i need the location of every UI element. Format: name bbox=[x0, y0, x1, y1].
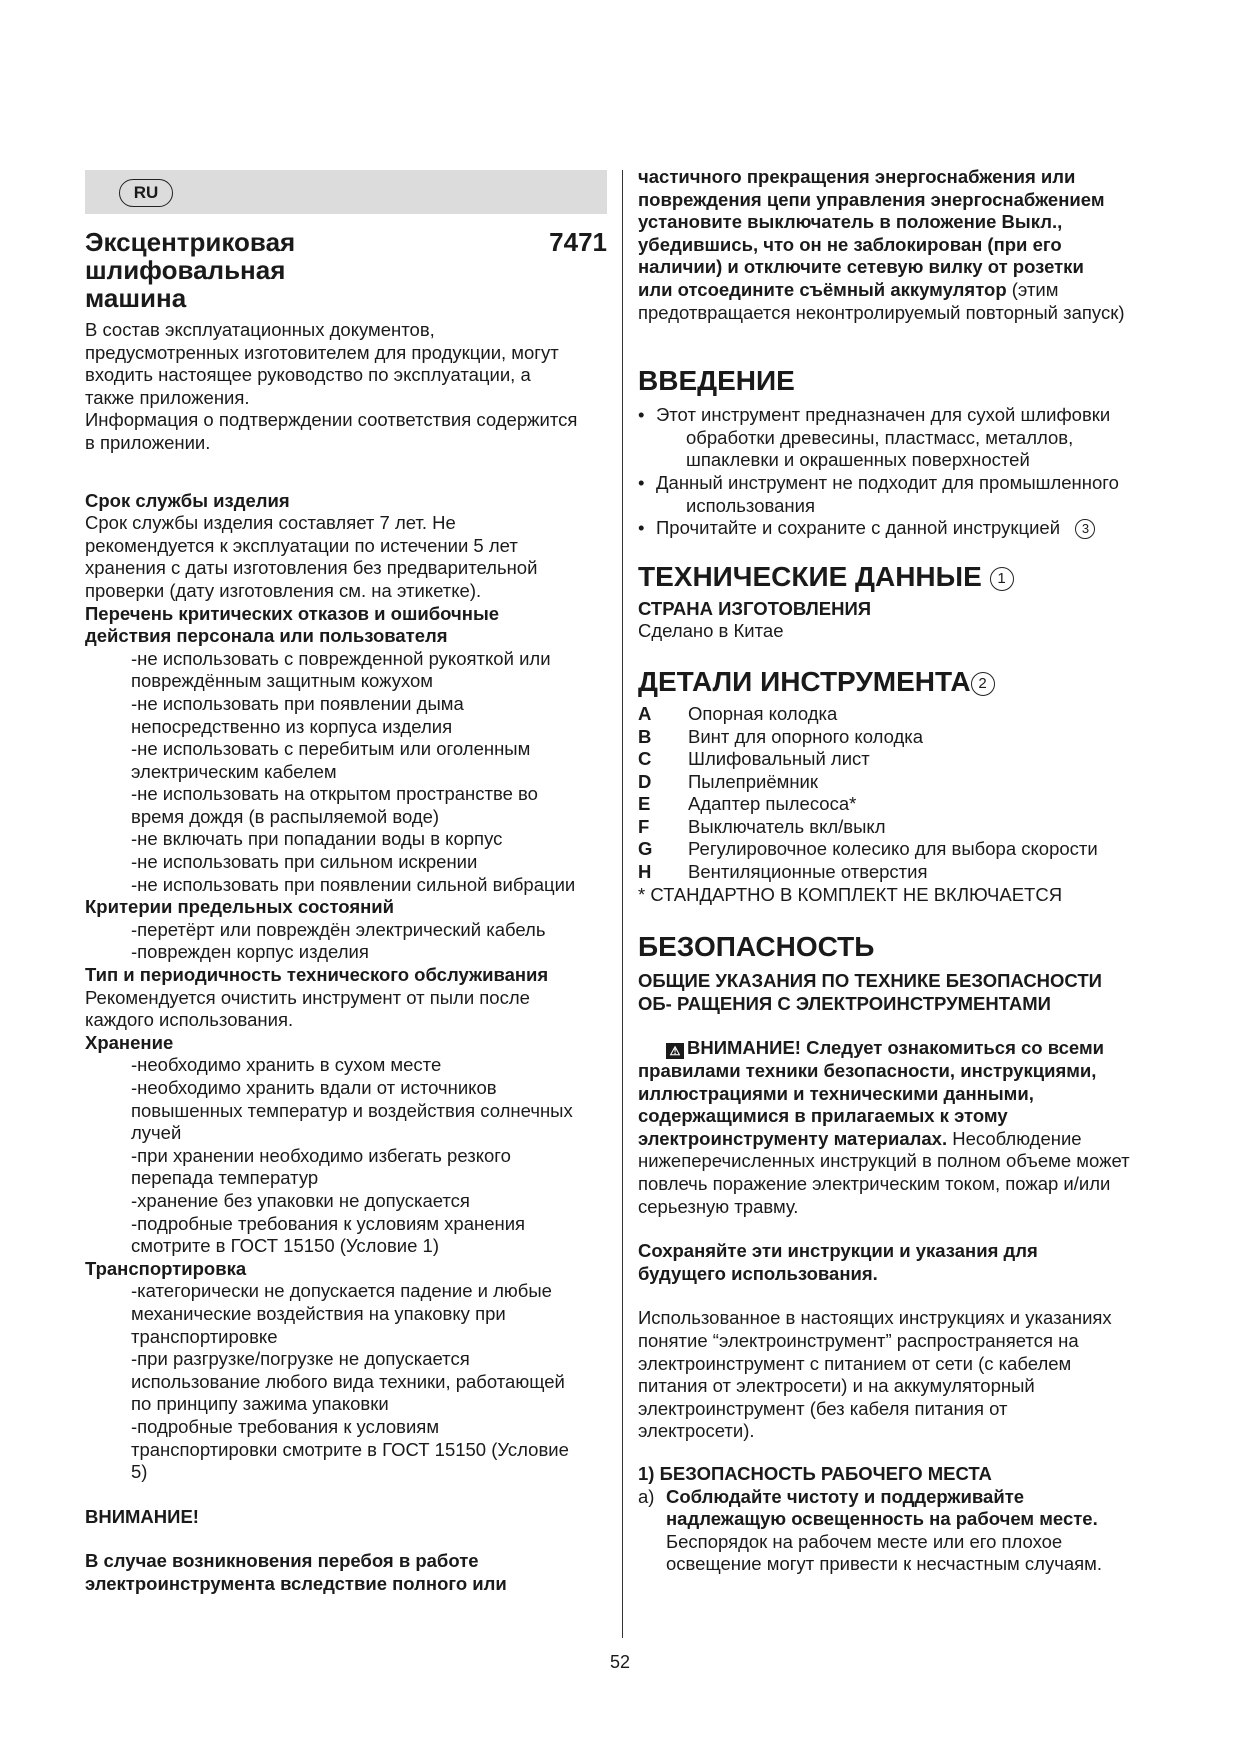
text-line: иллюстрациями и техническими данными, bbox=[638, 1082, 1034, 1104]
list-item: -перетёрт или повреждён электрический кабель bbox=[131, 918, 546, 940]
page-title bbox=[85, 228, 607, 312]
attention-text: электроинструмента вследствие полного или bbox=[85, 1572, 507, 1594]
list-item: -при разгрузке/погрузке не допускается bbox=[131, 1348, 470, 1370]
text-line: рекомендуется к эксплуатации по истечении 5 лет bbox=[85, 534, 518, 556]
list-item: -не использовать с поврежденной рукояткой или bbox=[131, 647, 551, 669]
text-line: входить настоящее руководство по эксплуатации, а bbox=[85, 364, 531, 386]
work-safety-heading: 1) БЕЗОПАСНОСТЬ РАБОЧЕГО МЕСТА bbox=[638, 1462, 992, 1484]
text-line: Срок службы изделия составляет 7 лет. Не bbox=[85, 512, 456, 534]
list-item: • Данный инструмент не подходит для промышленного использования bbox=[638, 472, 1178, 517]
warning-icon: ⚠ bbox=[666, 1043, 684, 1059]
list-item: -не использовать при сильном искрении bbox=[131, 851, 478, 873]
parts-row: C Шлифовальный лист bbox=[638, 748, 870, 770]
column-divider bbox=[622, 170, 623, 1638]
list-item: -подробные требования к условиям bbox=[131, 1415, 440, 1437]
list-item: -хранение без упаковки не допускается bbox=[131, 1189, 470, 1211]
intro-heading: ВВЕДЕНИЕ bbox=[638, 365, 795, 397]
list-item: повреждённым защитным кожухом bbox=[131, 670, 433, 692]
text-line: Информация о подтверждении соответствия содержится bbox=[85, 409, 578, 431]
text-line: хранения с даты изготовления без предварительной bbox=[85, 557, 538, 579]
tech-heading: ТЕХНИЧЕСКИЕ ДАННЫЕ bbox=[638, 560, 982, 592]
right-column bbox=[638, 166, 1178, 1576]
text-line: убедившись, что он не заблокирован (при его bbox=[638, 233, 1062, 255]
model-number: 7471 bbox=[549, 227, 607, 257]
parts-row: H Вентиляционные отверстия bbox=[638, 861, 928, 883]
list-item: -необходимо хранить вдали от источников bbox=[131, 1077, 497, 1098]
country-text: Сделано в Китае bbox=[638, 620, 784, 642]
text-line: Рекомендуется очистить инструмент от пыли после bbox=[85, 986, 530, 1008]
list-item: непосредственно из корпуса изделия bbox=[131, 715, 453, 737]
text-line: предотвращается неконтролируемый повторный запуск) bbox=[638, 301, 1125, 323]
list-item: по принципу зажима упаковки bbox=[131, 1393, 389, 1415]
left-column bbox=[85, 319, 615, 1595]
language-badge: RU bbox=[119, 179, 173, 207]
parts-row: D Пылеприёмник bbox=[638, 770, 818, 792]
warning-paragraph: ⚠ ВНИМАНИЕ! Следует ознакомиться со всеми правилами техники безопасности, инструкциями, иллюстрациями и техническими данными, содержащимися в прилагаемых к этому электроинструменту материалах. Несоблюдение нижеперечисленных инструкций в полном объеме может повлечь поражение электрическим током, пожар и/или серьезную травму. bbox=[638, 1037, 1178, 1218]
limits-list bbox=[85, 919, 615, 964]
text-line: правилами техники безопасности, инструкциями, bbox=[638, 1060, 1097, 1082]
continued-warning bbox=[638, 166, 1178, 324]
list-item: транспортировки смотрите в ГОСТ 15150 (Условие bbox=[131, 1438, 569, 1460]
safety-subheading: ОБ- РАЩЕНИЯ С ЭЛЕКТРОИНСТРУМЕНТАМИ bbox=[638, 992, 1051, 1014]
text-line: в приложении. bbox=[85, 431, 211, 453]
text-line: наличии) и отключите сетевую вилку от розетки bbox=[638, 256, 1084, 278]
text-line: проверки (дату изготовления см. на этикетке). bbox=[85, 579, 482, 601]
maintenance-heading: Тип и периодичность технического обслуживания bbox=[85, 964, 549, 986]
figure-ref-1: 1 bbox=[990, 567, 1014, 591]
text-line: предусмотренных изготовителем для продукции, могут bbox=[85, 341, 559, 363]
parts-row: B Винт для опорного колодка bbox=[638, 725, 924, 747]
parts-list bbox=[638, 703, 1178, 884]
text-line: повлечь поражение электрическим током, пожар и/или bbox=[638, 1173, 1111, 1194]
parts-note: * СТАНДАРТНО В КОМПЛЕКТ НЕ ВКЛЮЧАЕТСЯ bbox=[638, 883, 1063, 905]
list-item: перепада температур bbox=[131, 1167, 319, 1189]
language-bar bbox=[85, 170, 607, 214]
text-line: нижеперечисленных инструкций в полном объеме может bbox=[638, 1150, 1130, 1172]
title-line: Эксцентриковая bbox=[85, 227, 296, 257]
list-item: -поврежден корпус изделия bbox=[131, 941, 369, 963]
list-item: -не использовать при появлении сильной вибрации bbox=[131, 873, 576, 895]
transport-heading: Транспортировка bbox=[85, 1257, 247, 1279]
intro-list bbox=[638, 404, 1178, 540]
title-line: шлифовальная bbox=[85, 255, 286, 285]
term-paragraph: Использованное в настоящих инструкциях и указаниях понятие “электроинструмент” распространяется на электроинструмент с питанием от сети (с кабелем питания от электросети) и на аккумуляторный электроинструмент (без кабеля питания от электросети). bbox=[638, 1307, 1112, 1442]
safety-subheading: ОБЩИЕ УКАЗАНИЯ ПО ТЕХНИКЕ БЕЗОПАСНОСТИ bbox=[638, 970, 1102, 992]
parts-row: F Выключатель вкл/выкл bbox=[638, 815, 886, 837]
list-item: • Этот инструмент предназначен для сухой шлифовки обработки древесины, пластмасс, металлов, шпаклевки и окрашенных поверхностей bbox=[638, 404, 1178, 472]
attention-heading: ВНИМАНИЕ! bbox=[85, 1505, 199, 1527]
list-item: -при хранении необходимо избегать резкого bbox=[131, 1144, 511, 1166]
list-item: транспортировке bbox=[131, 1325, 278, 1347]
failures-heading: действия персонала или пользователя bbox=[85, 625, 448, 647]
attention-text: В случае возникновения перебоя в работе bbox=[85, 1550, 479, 1572]
list-item: -не использовать с перебитым или оголенным bbox=[131, 738, 531, 760]
figure-ref-2: 2 bbox=[971, 672, 995, 696]
country-heading: СТРАНА ИЗГОТОВЛЕНИЯ bbox=[638, 597, 872, 619]
figure-ref-3: 3 bbox=[1075, 519, 1095, 539]
list-item: смотрите в ГОСТ 15150 (Условие 1) bbox=[131, 1235, 440, 1257]
parts-row: E Адаптер пылесоса* bbox=[638, 793, 857, 815]
list-item: электрическим кабелем bbox=[131, 760, 337, 782]
list-item: 5) bbox=[131, 1461, 148, 1483]
list-item: повышенных температур и воздействия солнечных bbox=[131, 1099, 573, 1121]
text-line: каждого использования. bbox=[85, 1009, 294, 1031]
list-item: механические воздействия на упаковку при bbox=[131, 1302, 506, 1324]
list-item: использование любого вида техники, работающей bbox=[131, 1370, 565, 1392]
failures-list bbox=[85, 648, 615, 897]
work-item-a: a) Соблюдайте чистоту и поддерживайте надлежащую освещенность на рабочем месте. Беспорядок на рабочем месте или его плохое освещение могут привести к несчастным случаям. bbox=[638, 1485, 1102, 1575]
page-number: 52 bbox=[609, 1652, 631, 1672]
failures-heading: Перечень критических отказов и ошибочные bbox=[85, 602, 500, 624]
text-line: серьезную травму. bbox=[638, 1195, 799, 1217]
list-item: -не использовать при появлении дыма bbox=[131, 692, 464, 714]
service-life-text bbox=[85, 512, 615, 602]
text-line: повреждения цепи управления энергоснабжением bbox=[638, 188, 1105, 210]
text-line: также приложения. bbox=[85, 386, 250, 408]
parts-row: A Опорная колодка bbox=[638, 702, 838, 724]
intro-paragraph bbox=[85, 319, 615, 455]
title-line: машина bbox=[85, 283, 187, 313]
text-line: В состав эксплуатационных документов, bbox=[85, 319, 435, 340]
list-item: -подробные требования к условиям хранения bbox=[131, 1212, 526, 1234]
storage-heading: Хранение bbox=[85, 1031, 174, 1053]
list-item: • Прочитайте и сохраните с данной инструкцией 3 bbox=[638, 517, 1178, 540]
parts-row: G Регулировочное колесико для выбора скорости bbox=[638, 838, 1098, 860]
text-line: частичного прекращения энергоснабжения или bbox=[638, 166, 1076, 187]
text-span: или отсоедините съёмный аккумулятор bbox=[638, 278, 1007, 300]
text-line: содержащимися в прилагаемых к этому bbox=[638, 1105, 1008, 1127]
list-item: -не использовать на открытом пространстве во bbox=[131, 783, 538, 805]
list-item: -категорически не допускается падение и любые bbox=[131, 1280, 552, 1302]
list-item: -не включать при попадании воды в корпус bbox=[131, 828, 503, 850]
keep-instructions: Сохраняйте эти инструкции и указания для bbox=[638, 1240, 1038, 1262]
keep-instructions: будущего использования. bbox=[638, 1262, 878, 1284]
text-span: (этим bbox=[1006, 278, 1059, 300]
list-item: лучей bbox=[131, 1122, 182, 1144]
safety-heading: БЕЗОПАСНОСТЬ bbox=[638, 931, 875, 963]
storage-list bbox=[85, 1054, 615, 1257]
service-life-heading: Срок службы изделия bbox=[85, 489, 290, 511]
transport-list bbox=[85, 1280, 615, 1483]
list-item: время дождя (в распыляемой воде) bbox=[131, 805, 440, 827]
list-item: -необходимо хранить в сухом месте bbox=[131, 1054, 442, 1076]
limits-heading: Критерии предельных состояний bbox=[85, 896, 395, 918]
parts-heading: ДЕТАЛИ ИНСТРУМЕНТА bbox=[638, 665, 971, 697]
text-line: установите выключатель в положение Выкл., bbox=[638, 211, 1063, 233]
